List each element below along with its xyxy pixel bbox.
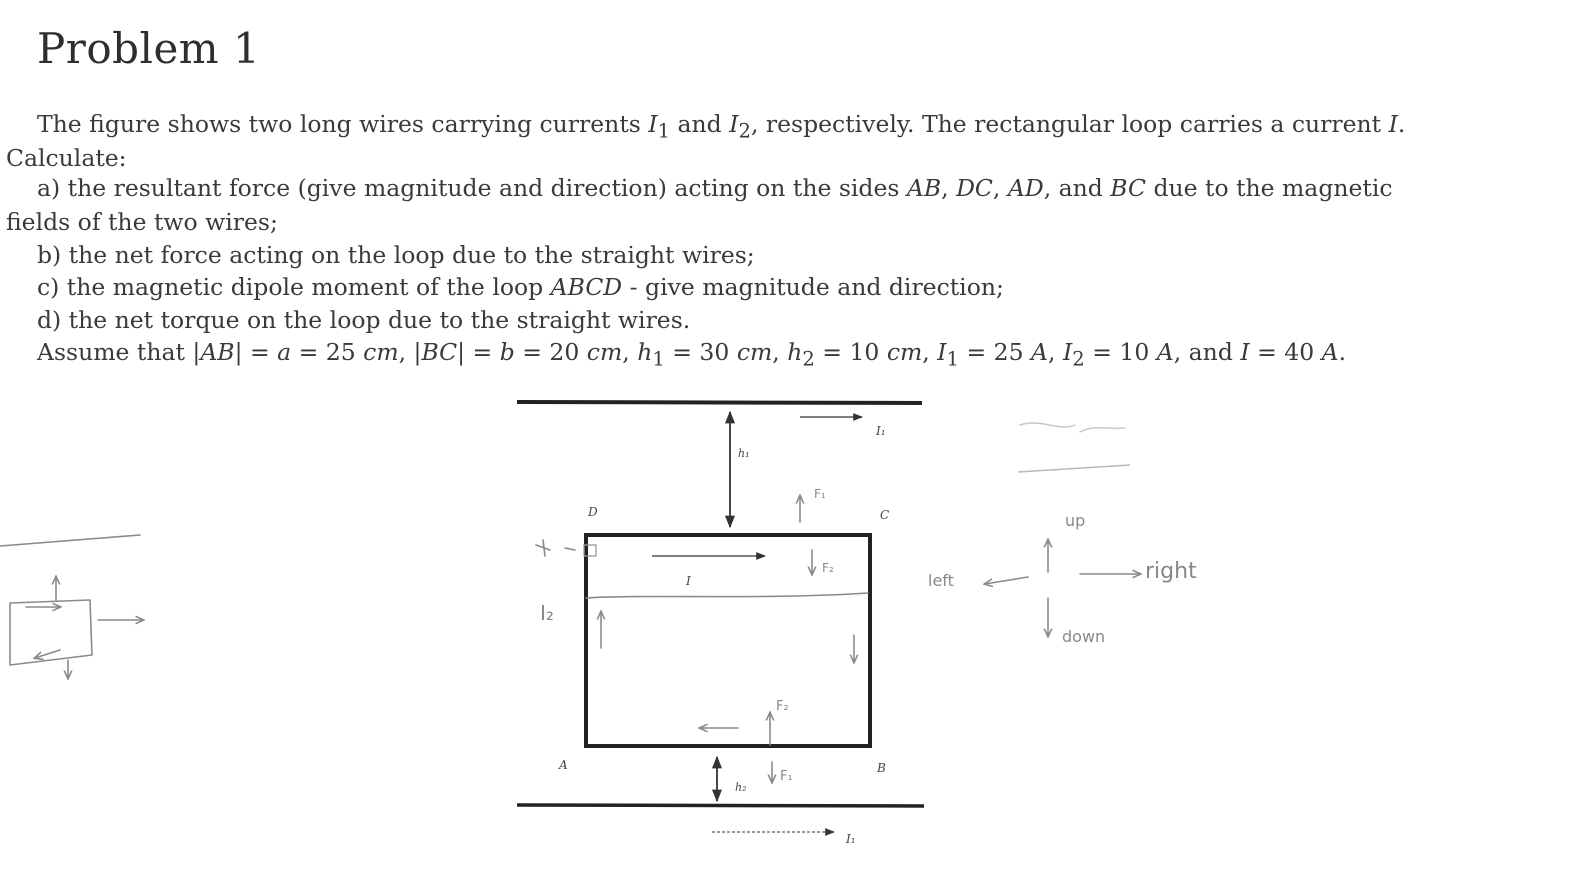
loop-current-label: I [686,574,691,588]
bottom-wire-current-label: I₁ [846,832,856,846]
corner-c-label: C [880,508,890,522]
part-a-continued: fields of the two wires; [6,208,278,236]
part-c: c) the magnetic dipole moment of the loop ABCD - give magnitude and direction; [37,273,1004,301]
hand-left-small-loop [10,600,92,665]
corner-d-label: D [588,505,598,519]
hand-left-top-line [0,535,140,546]
corner-a-label: A [559,758,568,772]
top-wire [517,402,922,403]
part-d: d) the net torque on the loop due to the straight wires. [37,306,691,334]
bottom-wire [517,805,924,806]
top-wire-current-label: I₁ [876,424,886,438]
hand-scribble-d [536,540,575,556]
part-b: b) the net force acting on the loop due to the straight wires; [37,241,755,269]
hand-right-label: right [1145,559,1197,584]
hand-left-label: left [928,571,954,590]
hand-f2-top: F₂ [822,561,834,575]
hand-underline [1018,465,1130,472]
problem-title: Problem 1 [37,24,261,73]
h2-label: h₂ [735,781,747,794]
hand-f1-bottom: F₁ [780,769,793,784]
hand-left-arrow-left [35,650,60,658]
hand-f1-top: F₁ [814,487,826,501]
hand-direction-left-arrow [985,577,1028,584]
corner-b-label: B [877,761,886,775]
hand-midline [586,593,868,598]
hand-i2-label: I₂ [540,601,554,625]
h1-label: h₁ [738,447,750,460]
hand-down-label: down [1062,627,1106,646]
hand-arabic-scribble [1020,423,1125,432]
calculate-label: Calculate: [6,144,127,172]
hand-f2-bottom: F₂ [776,699,789,714]
part-a: a) the resultant force (give magnitude and direction) acting on the sides AB, DC, AD, and BC due to the magnetic [37,174,1393,202]
handwritten-annotations [0,423,1197,784]
assumptions: Assume that |AB| = a = 25 cm, |BC| = b = 20 cm, $h_1 = 30$ cm, $h_2 = 10$ cm, $I_1 = 25$ A, $I_2 = 10$ A, and I = 40 A. [37,338,1347,371]
intro-sentence: The figure shows two long wires carrying currents $I_1$ and $I_2$, respectively. The rectangular loop carries a current I. [37,110,1406,143]
hand-up-label: up [1065,511,1086,530]
